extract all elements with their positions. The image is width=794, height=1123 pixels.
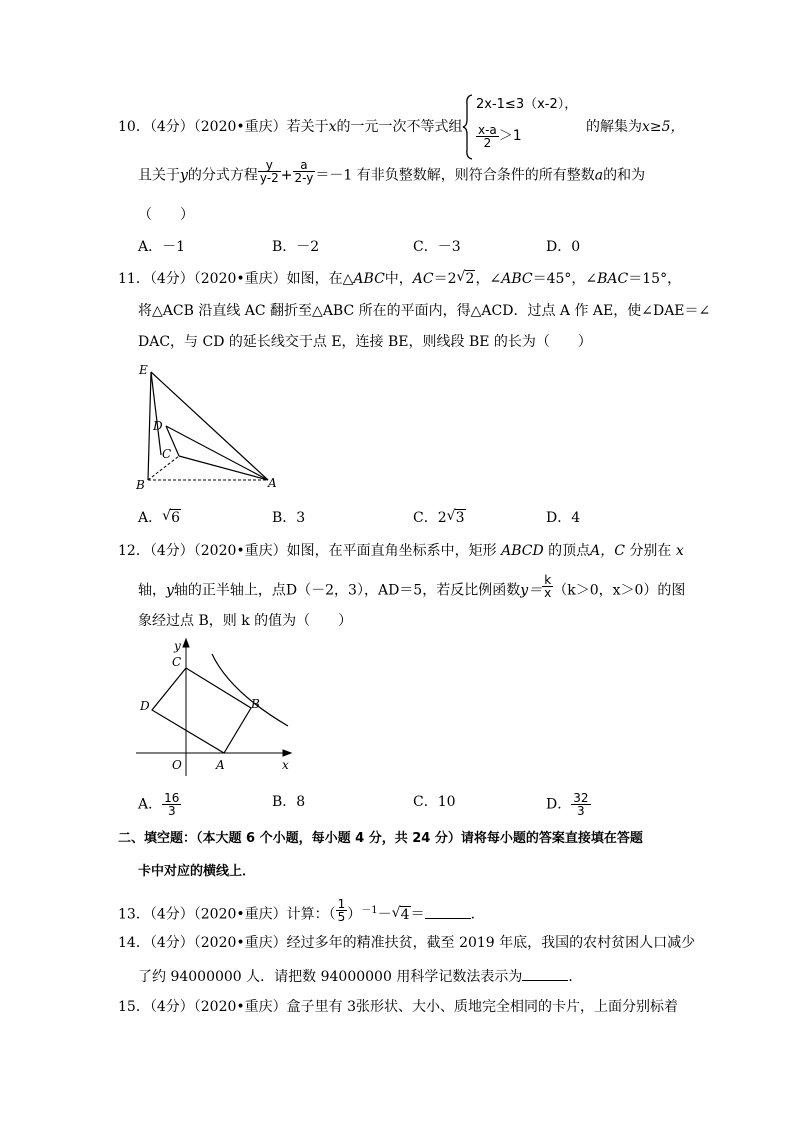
q10-line1 (118, 120, 463, 134)
option-value: －2 (296, 239, 320, 255)
q14-line1 (118, 936, 695, 950)
q12-line1-c: 分别在 (629, 543, 672, 559)
option-fraction (571, 792, 590, 817)
q12-option-d (546, 792, 591, 817)
q10-system-line1: 2x-1≤3（x-2）， (476, 97, 578, 112)
q11-source: （2020•重庆） (193, 271, 287, 287)
seg-EC (151, 372, 161, 455)
q12-line2 (138, 573, 686, 603)
radicand: 2 (465, 271, 475, 287)
x-axis-arrow-icon (283, 750, 291, 756)
q10-frac2-num: a (300, 158, 308, 172)
q14-line1-text: 经过多年的精准扶贫，截至 2019 年底，我国的农村贫困人口减少 (286, 935, 696, 951)
q11-angle-abc: ABC (501, 271, 533, 287)
denominator: 3 (571, 804, 590, 817)
section2-heading-line2: 卡中对应的横线上． (138, 864, 256, 879)
q15-line1-text: 盒子里有 3张形状、大小、质地完全相同的卡片，上面分别标着 (286, 999, 678, 1015)
q14-score: （4分） (149, 935, 194, 951)
option-label: C． (413, 794, 438, 810)
q10-paren: （ ） (138, 207, 194, 223)
q10-system-line2 (476, 124, 522, 149)
radicand: 6 (171, 510, 181, 526)
option-label: D． (546, 510, 572, 526)
option-label: C． (413, 239, 438, 255)
q10-line2-d: 的和为 (603, 167, 646, 184)
label-C: C (172, 655, 182, 669)
rectangle-ABCD (152, 668, 251, 753)
label-O: O (172, 758, 182, 772)
q12-func-frac (542, 574, 553, 599)
q15-source: （2020•重庆） (193, 999, 287, 1015)
q14-end: ． (568, 969, 583, 985)
option-value: －1 (162, 239, 186, 255)
q10-source: （2020•重庆） (193, 119, 287, 135)
q11-option-b (272, 511, 305, 525)
q10-line2 (138, 158, 646, 188)
option-fraction (162, 792, 181, 817)
label-D: D (153, 419, 163, 433)
q13-source: （2020•重庆） (193, 906, 287, 923)
q12-var-y: y (166, 582, 174, 599)
label-D: D (140, 699, 150, 713)
q13-text-c: － (377, 906, 392, 923)
q13-end: ． (470, 906, 485, 923)
radical-icon: √ (391, 904, 401, 921)
q10-frac1 (258, 159, 281, 184)
q13-score: （4分） (149, 906, 194, 923)
q12-pts-ac: A，C (590, 543, 625, 559)
q12-option-c (413, 795, 456, 809)
section2-heading-line1: 二、填空题：（本大题 6 个小题，每小题 4 分，共 24 分）请将每小题的答案直接填在答题 (118, 831, 643, 846)
label-C: C (162, 447, 172, 461)
q10-text-a: 若关于 (286, 119, 329, 135)
q12-line1-a: 如图，在平面直角坐标系中，矩形 (286, 543, 497, 559)
numerator: 32 (573, 791, 589, 805)
q10-option-c (413, 240, 461, 254)
q12-line1 (118, 544, 684, 558)
q15-line1 (118, 1000, 678, 1014)
q10-number: 10． (118, 119, 150, 135)
hyperbola-curve (212, 654, 288, 726)
radicand: 3 (455, 510, 465, 526)
option-label: C． (413, 510, 438, 526)
q12-figure (136, 636, 296, 776)
q12-source: （2020•重庆） (193, 543, 287, 559)
q10-system-fraction (476, 124, 499, 149)
q12-score: （4分） (149, 543, 194, 559)
denominator: 3 (162, 804, 181, 817)
q14-number: 14． (118, 935, 150, 951)
label-B: B (251, 697, 260, 711)
q10-score: （4分） (149, 119, 194, 135)
q10-sys-gt: ＞1 (498, 128, 522, 144)
q11-line1-f: ＝15°， (628, 271, 682, 287)
q13-sqrt (391, 904, 411, 923)
q10-option-b (272, 240, 319, 254)
q14-answer-blank[interactable] (522, 968, 568, 981)
option-value: －3 (437, 239, 461, 255)
q14-line2 (138, 968, 582, 984)
q12-func-y: y＝ (520, 582, 543, 599)
option-label: B． (272, 510, 297, 526)
q10-text-c: 的解集为 (586, 119, 642, 135)
q11-sqrt2 (456, 269, 476, 287)
q11-option-d (546, 511, 580, 525)
option-value: 10 (437, 794, 456, 810)
q13-answer-blank[interactable] (425, 906, 471, 919)
q10-brace (462, 94, 474, 160)
q12-line3: 象经过点 B，则 k 的值为（ ） (138, 613, 353, 629)
option-value: 8 (296, 794, 306, 810)
q10-cond: x≥5， (642, 119, 685, 135)
q10-frac1-den: y-2 (259, 171, 279, 185)
option-value: 3 (296, 510, 306, 526)
q15-score: （4分） (149, 999, 194, 1015)
label-E: E (139, 363, 148, 377)
q12-option-a (138, 792, 181, 817)
q11-option-a (138, 508, 181, 526)
option-coefficient: 2 (437, 510, 447, 526)
q12-pt-d: D（－2，3），AD＝5，若反比例函数 (285, 582, 521, 599)
option-label: B． (272, 794, 297, 810)
q11-line1 (118, 269, 682, 287)
q13-text-d: ＝ (410, 906, 425, 923)
q12-abcd: ABCD (501, 543, 544, 559)
label-A: A (216, 758, 225, 772)
q15-number: 15． (118, 999, 150, 1015)
q13-text: 计算：（ (286, 906, 336, 923)
q11-figure (136, 360, 286, 494)
option-value: 0 (571, 239, 581, 255)
denominator: 5 (337, 910, 346, 924)
radical-icon: √ (456, 269, 466, 285)
q11-number: 11． (118, 271, 150, 287)
option-value: 4 (571, 510, 581, 526)
option-label: A． (138, 239, 163, 255)
q10-line2-a: 且关于 (138, 167, 180, 184)
label-A: A (268, 476, 277, 490)
q10-var-a: a (594, 167, 604, 184)
q13-fraction (336, 898, 348, 923)
q10-sys-den: 2 (476, 136, 499, 149)
option-sqrt (162, 508, 181, 526)
q10-line1-end (586, 120, 685, 134)
q14-source: （2020•重庆） (193, 935, 287, 951)
q13-text-b: ） (347, 906, 362, 923)
radical-icon: √ (446, 508, 456, 524)
numerator: 1 (337, 897, 346, 911)
q12-number: 12． (118, 543, 150, 559)
q12-func-den: x (544, 586, 552, 600)
q12-line2-c: （k＞0，x＞0）的图 (553, 582, 686, 599)
option-label: D． (546, 796, 572, 813)
seg-DA (166, 426, 268, 480)
q10-option-a (138, 240, 185, 254)
q12-option-b (272, 795, 305, 809)
q11-line1-c: ＝2 (433, 271, 457, 287)
q10-frac1-num: y (265, 158, 273, 172)
option-label: A． (138, 796, 163, 813)
q11-line2: 将△ACB 沿直线 AC 翻折至△ABC 所在的平面内，得△ACD．过点 A 作 AE，使∠DAE＝∠ (138, 303, 711, 319)
q10-frac2 (293, 159, 316, 184)
q11-line1-a: 如图，在△ (286, 271, 354, 287)
q12-func-num: k (544, 573, 552, 587)
radical-icon: √ (162, 508, 172, 524)
q11-score: （4分） (149, 271, 194, 287)
label-y: y (174, 639, 181, 653)
q11-option-c (413, 508, 466, 526)
q13-number: 13． (118, 906, 150, 923)
q11-angle-bac: BAC (597, 271, 629, 287)
q10-line2-c: ＝－1 有非负整数解，则符合条件的所有整数 (315, 167, 595, 184)
q11-line3: DAC，与 CD 的延长线交于点 E，连接 BE，则线段 BE 的长为（ ） (138, 334, 592, 350)
seg-EB (148, 372, 151, 480)
q10-line2-b: 的分式方程 (187, 167, 258, 184)
q12-line2-b: 轴的正半轴上，点 (173, 582, 286, 599)
q12-line1-b: 的顶点 (548, 543, 591, 559)
label-B: B (136, 478, 145, 492)
q14-line2-text: 了约 94000000 人．请把数 94000000 用科学记数法表示为 (138, 969, 523, 985)
q10-sys-num: x-a (478, 123, 497, 137)
q10-frac2-den: 2-y (294, 171, 314, 185)
q10-option-d (546, 240, 580, 254)
q10-var-y: y (180, 167, 188, 184)
q12-var-x: x (675, 543, 684, 559)
y-axis-arrow-icon (183, 639, 189, 647)
q11-abc: ABC (353, 271, 385, 287)
label-x: x (282, 758, 289, 772)
q10-var-x: x (328, 119, 337, 135)
q10-plus: + (280, 167, 293, 184)
q13-line (118, 897, 485, 927)
numerator: 16 (164, 791, 180, 805)
option-label: D． (546, 239, 572, 255)
q13-exponent: －1 (361, 904, 378, 916)
q11-line1-e: ＝45°，∠ (532, 271, 598, 287)
q11-ac: AC (412, 271, 434, 287)
option-label: A． (138, 510, 163, 526)
option-sqrt (446, 508, 466, 526)
q11-line1-d: ，∠ (475, 271, 502, 287)
radicand: 4 (400, 906, 410, 923)
q10-text-b: 的一元一次不等式组 (336, 119, 463, 135)
q12-line2-a: 轴， (138, 582, 166, 599)
q11-line1-b: 中， (384, 271, 413, 287)
option-label: B． (272, 239, 297, 255)
